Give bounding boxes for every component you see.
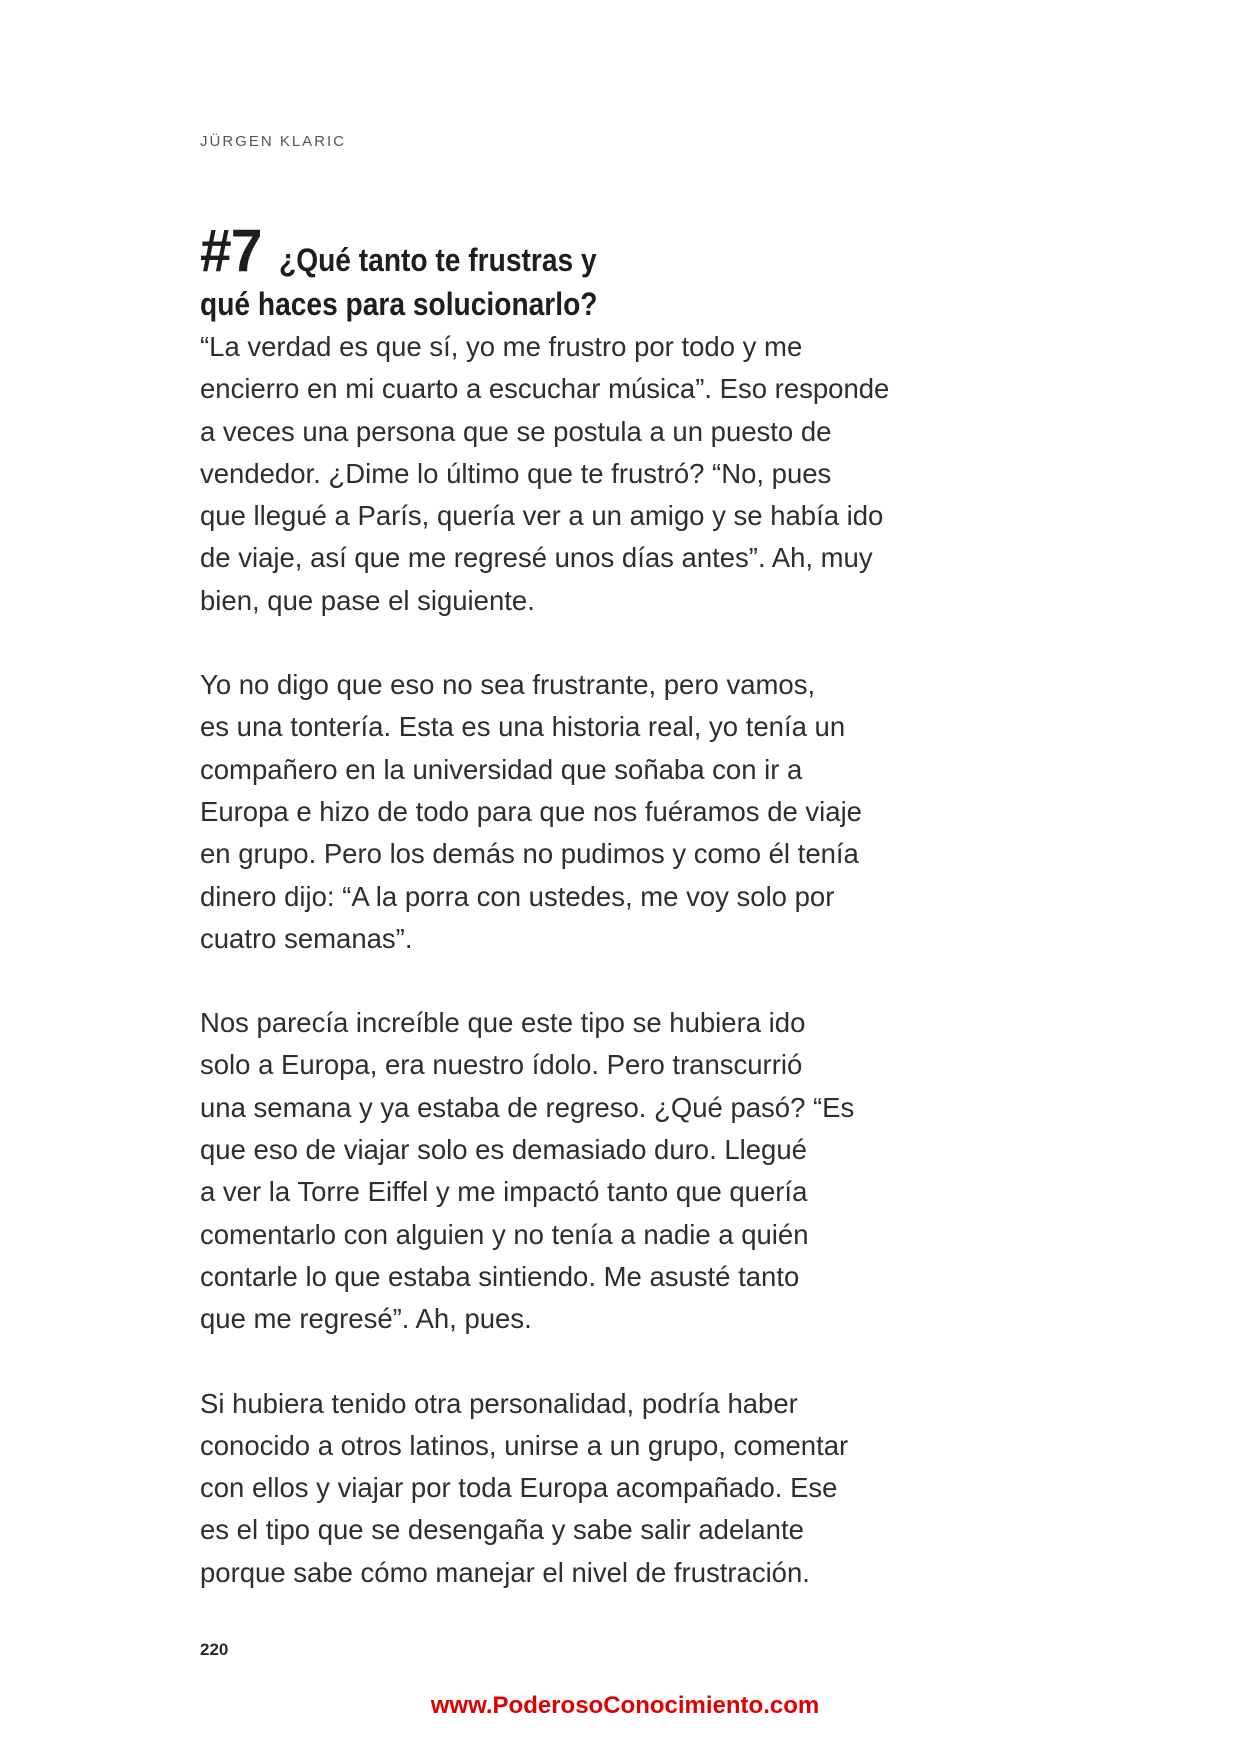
- section-title-line-2: qué haces para solucionarlo?: [200, 286, 598, 322]
- paragraph-1: “La verdad es que sí, yo me frustro por todo y me encierro en mi cuarto a escuchar música”. Eso responde a veces una persona que se postula a un puesto de vendedor. ¿Dime lo último que te frustró? “No, pues que llegué a París, quería ver a un amigo y se había ido de viaje, así que me regresé unos días antes”. Ah, muy bien, que pase el siguiente.: [200, 331, 890, 616]
- section-title-line-1: ¿Qué tanto te frustras y: [278, 242, 597, 278]
- paragraph-2: Yo no digo que eso no sea frustrante, pero vamos, es una tontería. Esta es una historia real, yo tenía un compañero en la universidad que soñaba con ir a Europa e hizo de todo para que nos fuéramos de viaje en grupo. Pero los demás no pudimos y como él tenía dinero dijo: “A la porra con ustedes, me voy solo por cuatro semanas”.: [200, 669, 862, 954]
- body-text: [200, 326, 1020, 1636]
- section-heading: [200, 217, 1100, 326]
- heading-first-line: [200, 217, 1100, 284]
- watermark-url: www.PoderosoConocimiento.com: [430, 1692, 820, 1719]
- page-number: 220: [200, 1640, 229, 1659]
- section-number: #7: [200, 217, 262, 284]
- running-header-author: JÜRGEN KLARIC: [200, 133, 347, 150]
- paragraph-4: Si hubiera tenido otra personalidad, podría haber conocido a otros latinos, unirse a un grupo, comentar con ellos y viajar por toda Europa acompañado. Ese es el tipo que se desengaña y sabe salir adelante porque sabe cómo manejar el nivel de frustración.: [200, 1387, 849, 1588]
- paragraph-3: Nos parecía increíble que este tipo se hubiera ido solo a Europa, era nuestro ídolo. Pero transcurrió una semana y ya estaba de regreso. ¿Qué pasó? “Es que eso de viajar solo es demasiado duro. Llegué a ver la Torre Eiffel y me impactó tanto que quería comentarlo con alguien y no tenía a nadie a quién contarle lo que estaba sintiendo. Me asusté tanto que me regresé”. Ah, pues.: [200, 1007, 855, 1335]
